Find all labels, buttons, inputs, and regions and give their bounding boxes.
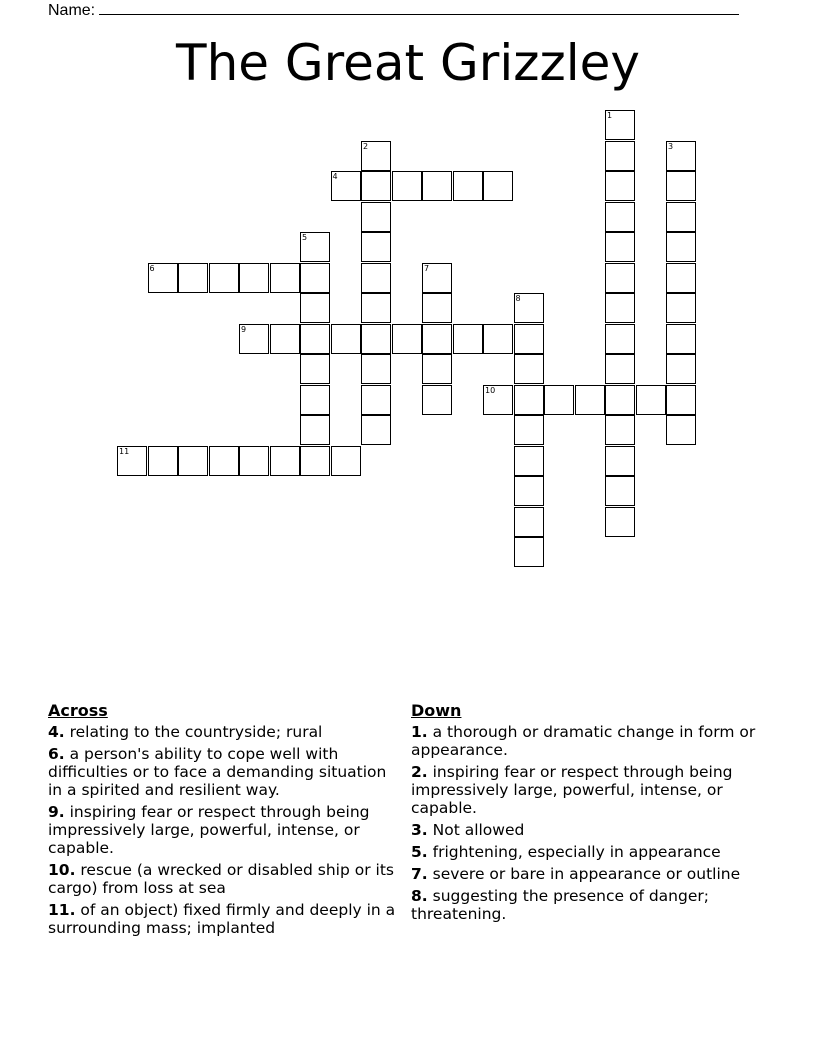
across-clues: [48, 701, 398, 941]
grid-cell[interactable]: [331, 446, 361, 476]
grid-cell[interactable]: [239, 446, 269, 476]
down-clue: 1. a thorough or dramatic change in form or appearance.: [411, 723, 756, 759]
grid-cell[interactable]: [453, 171, 483, 201]
down-heading: Down: [411, 701, 462, 720]
grid-cell[interactable]: [331, 171, 361, 201]
grid-cell[interactable]: [666, 385, 696, 415]
clue-number: 9: [241, 324, 247, 334]
grid-cell[interactable]: [270, 324, 300, 354]
grid-cell[interactable]: [605, 507, 635, 537]
grid-cell[interactable]: [300, 385, 330, 415]
grid-cell[interactable]: [666, 141, 696, 171]
grid-cell[interactable]: [117, 446, 147, 476]
grid-cell[interactable]: [270, 446, 300, 476]
grid-cell[interactable]: [300, 263, 330, 293]
grid-cell[interactable]: [605, 293, 635, 323]
grid-cell[interactable]: [514, 415, 544, 445]
clue-number: 4: [332, 172, 338, 181]
grid-cell[interactable]: [605, 385, 635, 415]
grid-cell[interactable]: [331, 324, 361, 354]
grid-cell[interactable]: [605, 446, 635, 476]
clue-number: 8: [515, 294, 521, 303]
clue-number: 11: [119, 446, 130, 456]
grid-cell[interactable]: [392, 324, 422, 354]
grid-cell[interactable]: [361, 293, 391, 323]
clue-number: 2: [363, 141, 369, 151]
grid-cell[interactable]: [605, 354, 635, 384]
grid-cell[interactable]: [392, 171, 422, 201]
grid-cell[interactable]: [514, 476, 544, 506]
grid-cell[interactable]: [605, 476, 635, 506]
clue-number: 1: [607, 111, 613, 120]
down-clue: 8. suggesting the presence of danger; threatening.: [411, 887, 709, 923]
page-title: The Great Grizzley: [176, 34, 640, 92]
clue-number: 3: [668, 141, 674, 151]
grid-cell[interactable]: [148, 263, 178, 293]
grid-cell[interactable]: [666, 171, 696, 201]
grid-cell[interactable]: [361, 141, 391, 171]
across-clue: 6. a person's ability to cope well with difficulties or to face a demanding situation in a spirited and resilient way.: [48, 745, 387, 799]
grid-cell[interactable]: [178, 263, 208, 293]
grid-cell[interactable]: [422, 293, 452, 323]
clue-number: 7: [424, 263, 430, 273]
down-clue: 5. frightening, especially in appearance: [411, 843, 721, 861]
grid-cell[interactable]: [605, 110, 635, 140]
grid-cell[interactable]: [605, 324, 635, 354]
grid-cell[interactable]: [483, 324, 513, 354]
name-field[interactable]: [48, 0, 739, 20]
grid-cell[interactable]: [422, 263, 452, 293]
grid-cell[interactable]: [300, 415, 330, 445]
grid-cell[interactable]: [361, 385, 391, 415]
grid-cell[interactable]: [209, 446, 239, 476]
grid-cell[interactable]: [361, 171, 391, 201]
grid-cell[interactable]: [514, 324, 544, 354]
grid-cell[interactable]: [300, 324, 330, 354]
across-clue: 11. of an object) fixed firmly and deeply in a surrounding mass; implanted: [48, 901, 396, 937]
grid-cell[interactable]: [514, 537, 544, 567]
grid-cell[interactable]: [636, 385, 666, 415]
grid-cell[interactable]: [666, 324, 696, 354]
grid-cell[interactable]: [148, 446, 178, 476]
grid-cell[interactable]: [300, 293, 330, 323]
grid-cell[interactable]: [514, 354, 544, 384]
grid-cell[interactable]: [605, 415, 635, 445]
grid-cell[interactable]: [514, 446, 544, 476]
grid-cell[interactable]: [514, 385, 544, 415]
grid-cell[interactable]: [239, 324, 269, 354]
grid-cell[interactable]: [514, 293, 544, 323]
across-clue: 4. relating to the countryside; rural: [48, 723, 323, 741]
down-clue: 3. Not allowed: [411, 821, 525, 839]
name-underline[interactable]: [99, 0, 739, 15]
grid-cell[interactable]: [361, 324, 391, 354]
grid-cell[interactable]: [514, 507, 544, 537]
grid-cell[interactable]: [361, 354, 391, 384]
grid-cell[interactable]: [605, 141, 635, 171]
grid-cell[interactable]: [453, 324, 483, 354]
grid-cell[interactable]: [422, 385, 452, 415]
grid-cell[interactable]: [361, 415, 391, 445]
grid-cell[interactable]: [666, 354, 696, 384]
grid-cell[interactable]: [270, 263, 300, 293]
down-clues: [411, 701, 756, 927]
grid-cell[interactable]: [300, 446, 330, 476]
grid-cell[interactable]: [300, 232, 330, 262]
grid-cell[interactable]: [361, 232, 391, 262]
grid-cell[interactable]: [178, 446, 208, 476]
across-clue: 10. rescue (a wrecked or disabled ship or its cargo) from loss at sea: [48, 861, 394, 897]
across-clue: 9. inspiring fear or respect through being impressively large, powerful, intense, or capable.: [48, 803, 370, 857]
down-clue: 2. inspiring fear or respect through being impressively large, powerful, intense, or capable.: [411, 763, 733, 817]
grid-cell[interactable]: [605, 202, 635, 232]
grid-cell[interactable]: [422, 324, 452, 354]
grid-cell[interactable]: [483, 171, 513, 201]
grid-cell[interactable]: [666, 263, 696, 293]
grid-cell[interactable]: [605, 171, 635, 201]
grid-cell[interactable]: [666, 202, 696, 232]
grid-cell[interactable]: [239, 263, 269, 293]
grid-cell[interactable]: [361, 263, 391, 293]
grid-cell[interactable]: [544, 385, 574, 415]
down-clue: 7. severe or bare in appearance or outline: [411, 865, 741, 883]
grid-cell[interactable]: [575, 385, 605, 415]
grid-cell[interactable]: [666, 415, 696, 445]
grid-cell[interactable]: [422, 171, 452, 201]
grid-cell[interactable]: [422, 354, 452, 384]
grid-cell[interactable]: [483, 385, 513, 415]
grid-cell[interactable]: [666, 232, 696, 262]
grid-cell[interactable]: [605, 263, 635, 293]
grid-cell[interactable]: [209, 263, 239, 293]
name-label: Name:: [48, 2, 96, 19]
grid-cell[interactable]: [605, 232, 635, 262]
clue-number: 6: [149, 263, 155, 273]
grid-cell[interactable]: [300, 354, 330, 384]
clue-number: 10: [485, 385, 496, 395]
grid-cell[interactable]: [666, 293, 696, 323]
across-heading: Across: [48, 701, 108, 720]
grid-cell[interactable]: [361, 202, 391, 232]
clue-number: 5: [302, 233, 308, 242]
